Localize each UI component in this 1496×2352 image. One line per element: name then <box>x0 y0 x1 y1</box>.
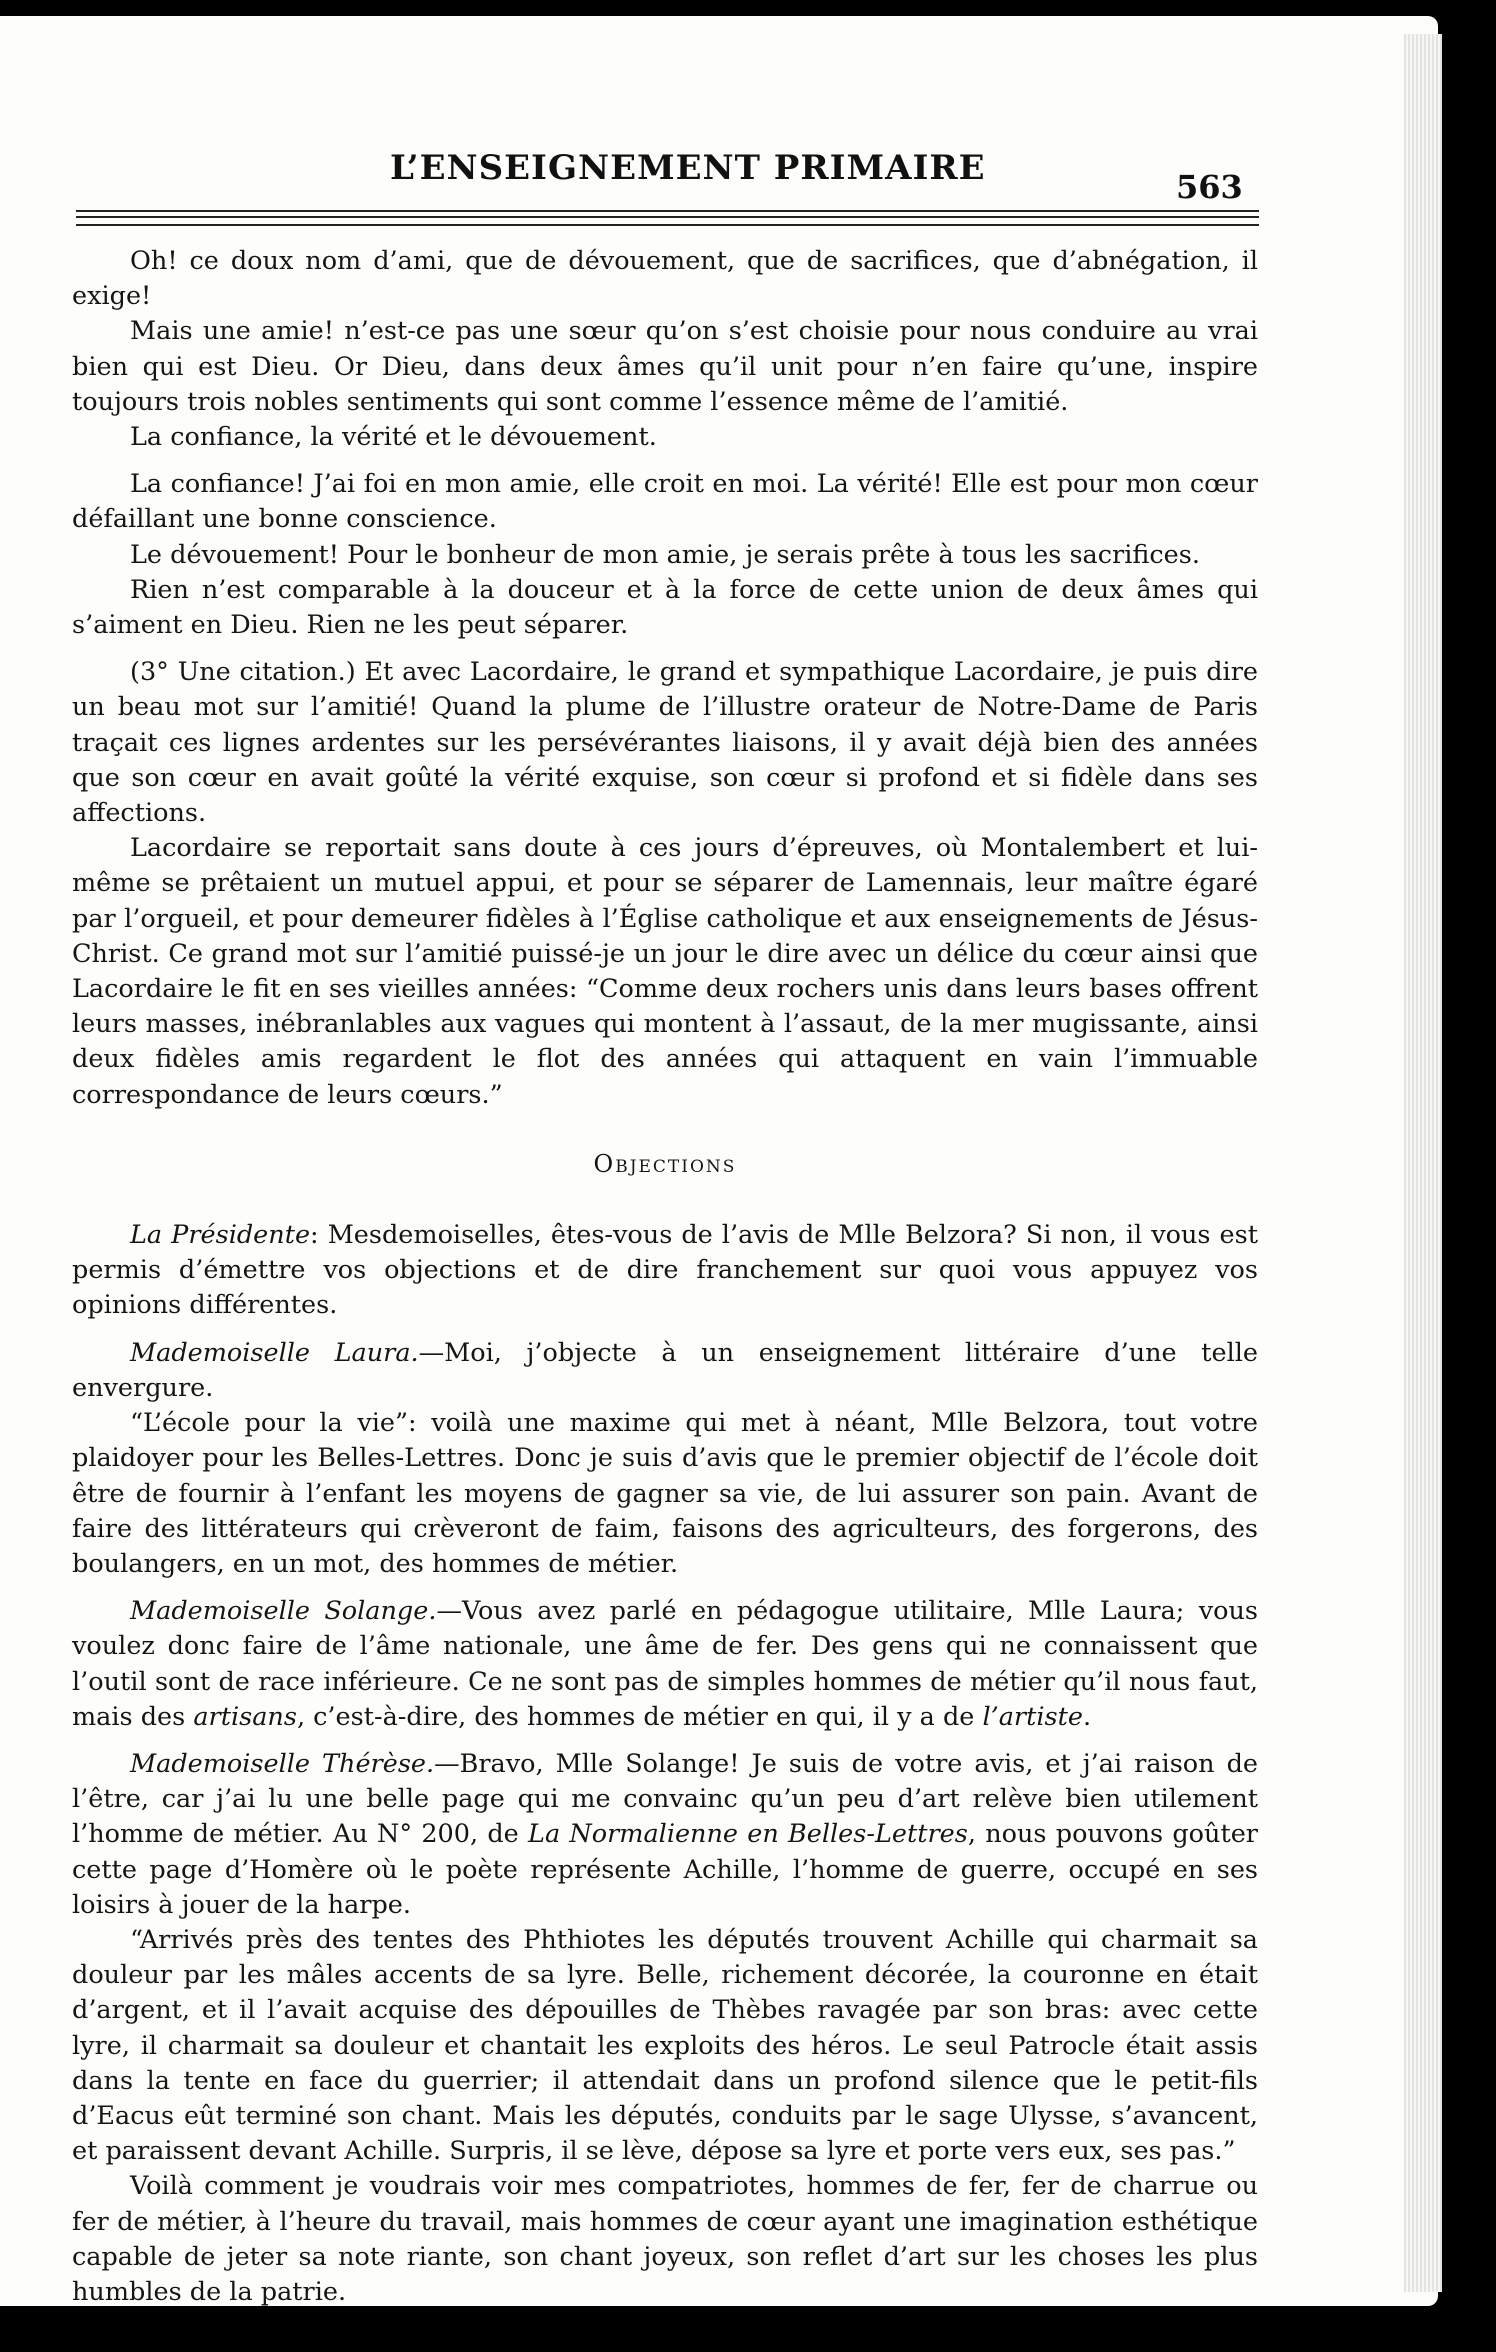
dialogue-paragraph <box>72 1336 1258 1406</box>
paragraph: Le dévouement! Pour le bonheur de mon amie, je serais prête à tous les sacrifices. <box>130 539 1200 570</box>
speaker-name: Mademoiselle Laura. <box>130 1337 419 1368</box>
emphasis: l’artiste <box>982 1701 1083 1732</box>
page-number: 563 <box>1176 168 1243 206</box>
speaker-separator: — <box>436 1596 462 1627</box>
dialogue-paragraph <box>72 1594 1258 1735</box>
paragraph: Mais une amie! n’est-ce pas une sœur qu’on s’est choisie pour nous conduire au vrai bien qui est Dieu. Or Dieu, dans deux âmes qu’il unit pour n’en faire qu’une, inspire toujours trois nobles sentiments qui sont comme l’essence même de l’amitié. <box>72 316 1258 417</box>
dialogue-text: . <box>1082 1701 1092 1732</box>
dialogue-text: Vous avez parlé en pédagogue utilitaire, Mlle Laura; vous voulez donc faire de l’âme nationale, une âme de fer. Des gens qui ne connaissent que l’outil sont de race inférieure. Ce ne sont pas de simples hommes de métier qu’il nous faut, mais des <box>72 1596 1258 1732</box>
book-title: La Normalienne en Belles-Lettres <box>528 1819 968 1850</box>
dialogue-text: Mesdemoiselles, êtes-vous de l’avis de Mlle Belzora? Si non, il vous est permis d’émettre vos objections et de dire franchement sur quoi vous appuyez vos opinions différentes. <box>72 1220 1258 1321</box>
body-text <box>72 244 1258 2310</box>
dialogue-paragraph <box>72 1747 1258 1923</box>
dialogue-text: Bravo, Mlle Solange! Je suis de votre avis, et j’ai raison de l’être, car j’ai lu une belle page qui me convainc qu’un peu d’art relève bien utilement l’homme de métier. Au N° 200, de <box>72 1748 1258 1850</box>
paragraph: Oh! ce doux nom d’ami, que de dévouement, que de sacrifices, que d’abnégation, il exige! <box>72 246 1258 312</box>
dialogue-paragraph <box>72 1218 1258 1324</box>
speaker-name: Mademoiselle Thérèse. <box>130 1748 435 1779</box>
dialogue-text: , c’est-à-dire, des hommes de métier en qui, il y a de <box>296 1701 983 1732</box>
paragraph: Lacordaire se reportait sans doute à ces jours d’épreuves, où Montalembert et lui-même se prêtaient un mutuel appui, et pour se séparer de Lamennais, leur maître égaré par l’orgueil, et pour demeurer fidèles à l’Église catholique et aux enseignements de Jésus-Christ. Ce grand mot sur l’amitié puissé-je un jour le dire avec un délice du cœur ainsi que Lacordaire le fit en ses vieilles années: “Comme deux rochers unis dans leurs bases offrent leurs masses, inébranlables aux vagues qui montent à l’assaut, de la mer mugissante, ainsi deux fidèles amis regardent le flot des années qui attaquent en vain l’immuable correspondance de leurs cœurs.” <box>72 833 1258 1110</box>
paragraph: (3° Une citation.) Et avec Lacordaire, le grand et sympathique Lacordaire, je puis dire un beau mot sur l’amitié! Quand la plume de l’illustre orateur de Notre-Dame de Paris traçait ces lignes ardentes sur les persévérantes liaisons, il y avait déjà bien des années que son cœur en avait goûté la vérité exquise, son cœur si profond et si fidèle dans ses affections. <box>72 657 1258 829</box>
paragraph: “L’école pour la vie”: voilà une maxime qui met à néant, Mlle Belzora, tout votre plaidoyer pour les Belles-Lettres. Donc je suis d’avis que le premier objectif de l’école doit être de fournir à l’enfant les moyens de gagner sa vie, de lui assurer son pain. Avant de faire des littérateurs qui crèveront de faim, faisons des agriculteurs, des forgerons, des boulangers, en un mot, des hommes de métier. <box>72 1408 1258 1579</box>
running-title: L’ENSEIGNEMENT PRIMAIRE <box>390 148 986 188</box>
dialogue-text: , nous pouvons goûter cette page d’Homère où le poète représente Achille, l’homme de guerre, occupé en ses loisirs à jouer de la harpe. <box>72 1819 1258 1920</box>
header-rule <box>76 210 1259 212</box>
section-heading: Objections <box>593 1149 737 1178</box>
speaker-separator: — <box>418 1337 445 1368</box>
dialogue-text: Moi, j’objecte à un enseignement littéraire d’une telle envergure. <box>72 1337 1258 1403</box>
paragraph: Rien n’est comparable à la douceur et à la force de cette union de deux âmes qui s’aiment en Dieu. Rien ne les peut séparer. <box>72 574 1258 641</box>
paragraph: La confiance! J’ai foi en mon amie, elle croit en moi. La vérité! Elle est pour mon cœur défaillant une bonne conscience. <box>72 469 1258 535</box>
quotation-paragraph: “Arrivés près des tentes des Phthiotes les députés trouvent Achille qui charmait sa douleur par les mâles accents de sa lyre. Belle, richement décorée, la couronne en était d’argent, et il l’avait acquise des dépouilles de Thèbes ravagée par son bras: avec cette lyre, il charmait sa douleur et chantait les exploits des héros. Le seul Patrocle était assis dans la tente en face du guerrier; il attendait dans un profond silence que le petit-fils d’Eacus eût terminé son chant. Mais les députés, conduits par le sage Ulysse, s’avancent, et paraissent devant Achille. Surpris, il se lève, dépose sa lyre et porte vers eux, ses pas.” <box>72 1924 1258 2167</box>
speaker-name: La Présidente <box>130 1220 311 1251</box>
paragraph: La confiance, la vérité et le dévouement. <box>130 422 657 453</box>
paragraph: Voilà comment je voudrais voir mes compatriotes, hommes de fer, fer de charrue ou fer de métier, à l’heure du travail, mais hommes de cœur ayant une imagination esthétique capable de jeter sa note riante, son chant joyeux, son reflet d’art sur les choses les plus humbles de la patrie. <box>72 2171 1258 2307</box>
emphasis: artisans <box>193 1701 297 1732</box>
page-stack-edge <box>1404 34 1442 2292</box>
header-rule <box>76 216 1259 218</box>
speaker-separator: — <box>434 1748 460 1779</box>
page-header <box>0 148 1250 208</box>
header-rule <box>76 224 1259 226</box>
speaker-name: Mademoiselle Solange. <box>130 1596 437 1627</box>
speaker-separator: : <box>310 1220 328 1251</box>
